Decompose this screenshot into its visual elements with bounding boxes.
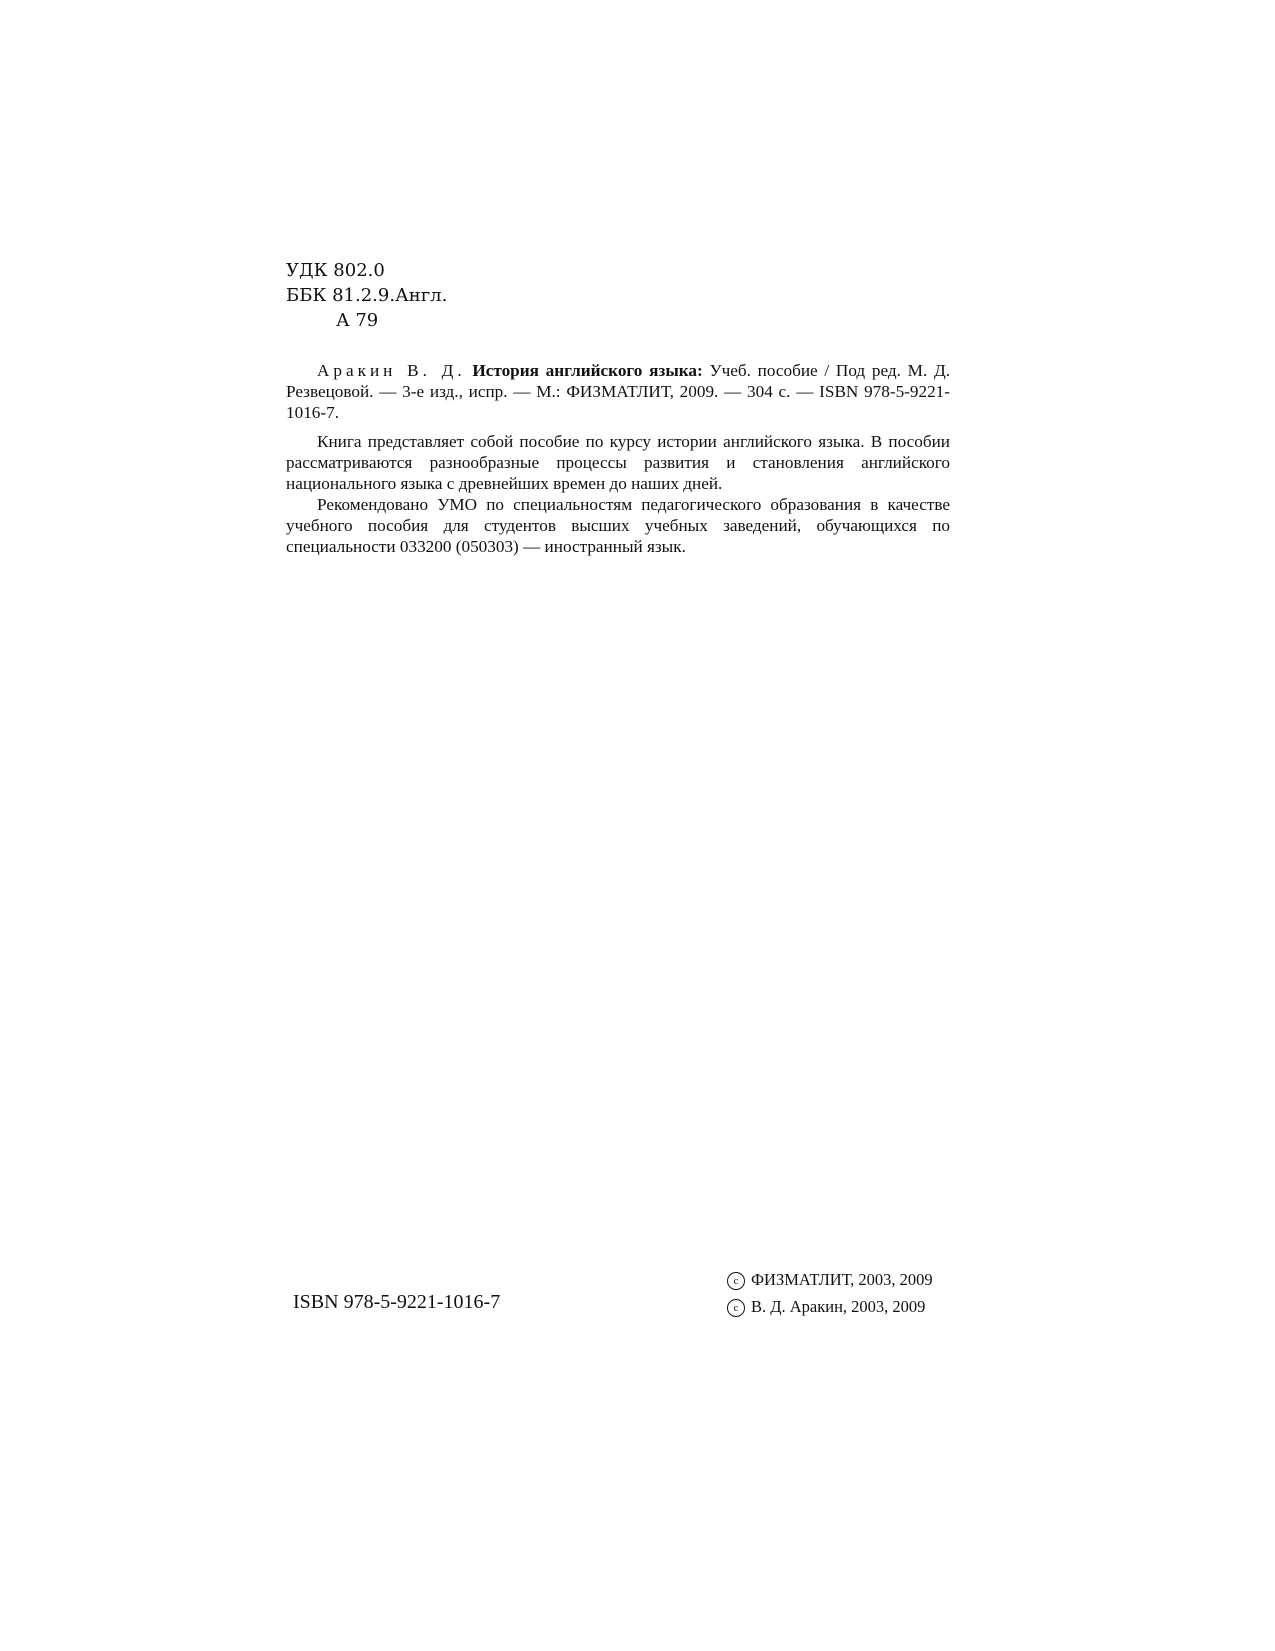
author-name: Аракин В. Д. — [317, 361, 466, 380]
annotation-paragraph: Книга представляет собой пособие по курсу истории английского языка. В пособии рассматриваются разнообразные процессы развития и становления английского национального языка с древнейших времен до наших дней. — [286, 432, 950, 493]
classification-codes — [286, 258, 447, 333]
bibliographic-record — [286, 360, 950, 423]
recommendation-paragraph: Рекомендовано УМО по специальностям педагогического образования в качестве учебного пособия для студентов высших учебных заведений, обучающихся по специальности 033200 (050303) — иностранный язык. — [286, 495, 950, 556]
isbn-number: ISBN 978-5-9221-1016-7 — [293, 1291, 501, 1313]
copyright-block — [727, 1266, 933, 1320]
copyright-line-author — [727, 1293, 933, 1320]
book-title: История английского языка: — [472, 361, 703, 380]
author-mark: А 79 — [336, 310, 379, 331]
bibliographic-block — [286, 360, 950, 557]
bibliographic-details: Учеб. пособие / Под ред. М. Д. Резвецовой. — 3-е изд., испр. — М.: ФИЗМАТЛИТ, 2009. — 304 с. — ISBN 978-5-9221-1016-7. — [286, 361, 950, 422]
copyright-line-publisher — [727, 1266, 933, 1293]
copyright-icon: c — [727, 1299, 745, 1317]
udk-code: УДК 802.0 — [286, 260, 385, 281]
bbk-code: ББК 81.2.9.Англ. — [286, 285, 448, 306]
copyright-publisher: ФИЗМАТЛИТ, 2003, 2009 — [751, 1270, 933, 1289]
copyright-author: В. Д. Аракин, 2003, 2009 — [751, 1297, 926, 1316]
copyright-icon: c — [727, 1272, 745, 1290]
